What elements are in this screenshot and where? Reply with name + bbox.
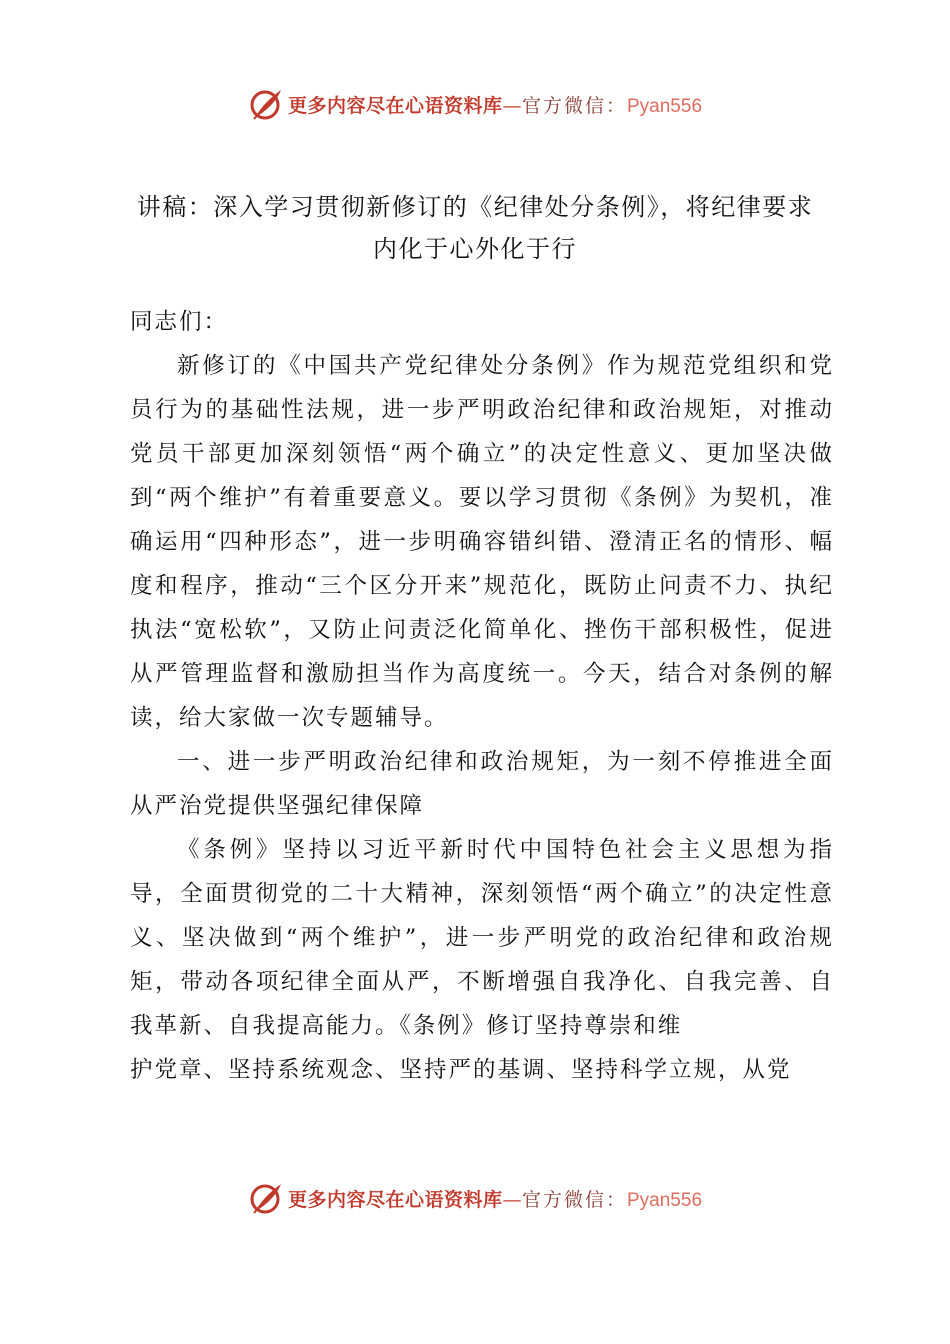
document-body xyxy=(130,300,834,1092)
banner-brand: 更多内容尽在心语资料库 xyxy=(287,94,503,117)
footer-banner-text xyxy=(288,1185,702,1212)
banner-wechat-id: Pyan556 xyxy=(627,1189,703,1211)
banner-separator: — xyxy=(502,94,522,117)
title-line-1: 讲稿：深入学习贯彻新修订的《纪律处分条例》，将纪律要求 xyxy=(136,193,814,221)
paragraph-section-1: 《条例》坚持以习近平新时代中国特色社会主义思想为指导，全面贯彻党的二十大精神，深刻领悟“两个确立”的决定性意义、坚决做到“两个维护”，进一步严明党的政治纪律和政治规矩，带动各项纪律全面从严，不断增强自我净化、自我完善、自我革新、自我提高能力。《条例》修订坚持尊崇和维 xyxy=(130,837,834,1039)
banner-separator: — xyxy=(502,1188,522,1211)
quill-pen-logo-icon xyxy=(248,1180,284,1216)
section-heading-1: 一、进一步严明政治纪律和政治规矩，为一刻不停推进全面从严治党提供坚强纪律保障 xyxy=(130,749,834,819)
banner-label: 官方微信： xyxy=(521,1188,627,1211)
paragraph-section-1-last-line: 护党章、坚持系统观念、坚持严的基调、坚持科学立规，从党 xyxy=(130,1057,792,1083)
banner-wechat-id: Pyan556 xyxy=(627,95,703,117)
footer-banner xyxy=(0,1178,950,1218)
banner-brand: 更多内容尽在心语资料库 xyxy=(287,1188,503,1211)
banner-label: 官方微信： xyxy=(521,94,627,117)
header-banner xyxy=(0,84,950,124)
document-title xyxy=(120,186,830,270)
header-banner-text xyxy=(288,91,702,118)
quill-pen-logo-icon xyxy=(248,86,284,122)
title-line-2: 内化于心外化于行 xyxy=(373,235,577,263)
salutation: 同志们： xyxy=(130,309,229,335)
paragraph-intro: 新修订的《中国共产党纪律处分条例》作为规范党组织和党员行为的基础性法规，进一步严明政治纪律和政治规矩，对推动党员干部更加深刻领悟“两个确立”的决定性意义、更加坚决做到“两个维护”有着重要意义。要以学习贯彻《条例》为契机，准确运用“四种形态”，进一步明确容错纠错、澄清正名的情形、幅度和程序，推动“三个区分开来”规范化，既防止问责不力、执纪执法“宽松软”，又防止问责泛化简单化、挫伤干部积极性，促进从严管理监督和激励担当作为高度统一。今天，结合对条例的解读，给大家做一次专题辅导。 xyxy=(130,353,834,731)
